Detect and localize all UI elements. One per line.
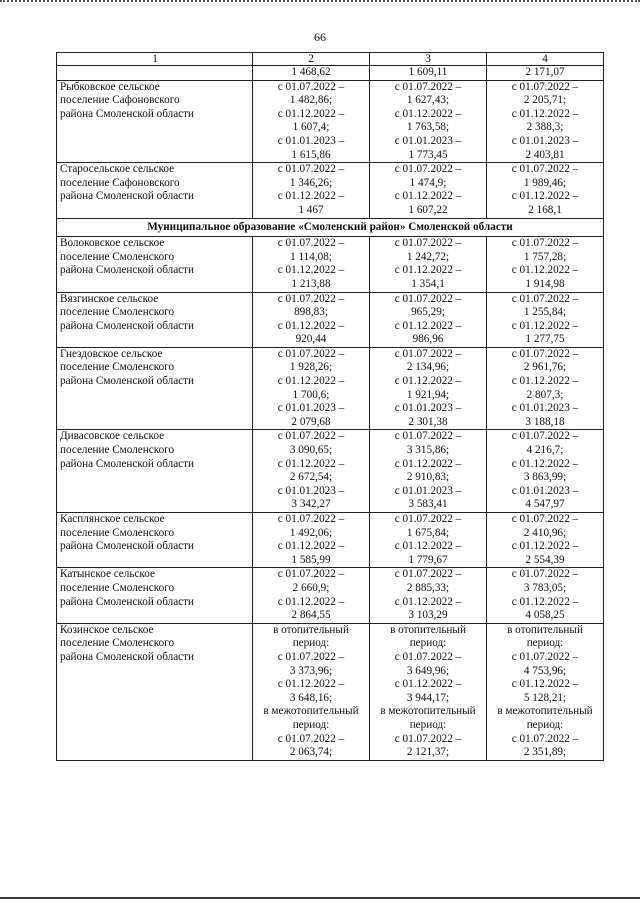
tariff-line: с 01.07.2022 –: [394, 568, 462, 581]
tariff-cell-col4: [487, 237, 604, 292]
tariff-line: с 01.12.2022 –: [277, 375, 345, 388]
tariff-line: 1 255,84;: [523, 306, 567, 319]
settlement-name-cell: [57, 80, 253, 163]
tariff-line: 3 188,18: [525, 415, 565, 428]
tariff-line: 1 114,08;: [290, 250, 332, 263]
tariff-line: 1 277,75: [525, 333, 565, 346]
tariff-line: 1 928,26;: [289, 361, 333, 374]
tariff-line: с 01.07.2022 –: [511, 163, 579, 176]
tariff-line: с 01.07.2022 –: [277, 292, 345, 305]
tariff-cell-col2: [253, 163, 370, 218]
tariff-line: 2 134,96;: [406, 361, 450, 374]
tariff-line: с 01.12.2022 –: [394, 678, 462, 691]
tariff-line: с 01.07.2022 –: [277, 430, 345, 443]
section-row: [57, 218, 604, 237]
settlement-name-cell: [57, 292, 253, 347]
settlement-name-cell: [57, 66, 253, 81]
tariff-cell-col3: [370, 347, 487, 430]
tariff-line: 965,29;: [411, 306, 445, 319]
tariff-cell-col3: [370, 513, 487, 568]
tariff-line: с 01.07.2022 –: [511, 237, 579, 250]
tariff-line: в межотопительный: [497, 705, 593, 718]
tariff-cell-col3: [370, 568, 487, 623]
tariff-line: 2 121,37;: [406, 746, 450, 759]
tariff-line: с 01.07.2022 –: [394, 347, 462, 360]
tariff-line: с 01.12.2022 –: [394, 595, 462, 608]
table-row: [57, 347, 604, 430]
tariff-line: 1 474,9;: [409, 176, 447, 189]
tariff-line: 3 342,27: [291, 498, 331, 511]
tariff-line: с 01.12.2022 –: [511, 319, 579, 332]
tariff-line: с 01.07.2022 –: [394, 80, 462, 93]
tariff-line: с 01.12.2022 –: [394, 540, 462, 553]
tariff-cell-col3: [370, 292, 487, 347]
tariff-line: с 01.12.2022 –: [511, 678, 579, 691]
tariff-line: с 01.07.2022 –: [277, 237, 345, 250]
settlement-name-line: района Смоленской области: [60, 375, 195, 388]
settlement-name-line: Козинское сельское: [60, 623, 154, 636]
settlement-name-line: поселение Смоленского: [60, 444, 175, 457]
page-number: 66: [314, 30, 326, 44]
tariff-cell-col2: [253, 430, 370, 513]
tariff-line: 2 063,74;: [289, 746, 333, 759]
settlement-name-line: района Смоленской области: [60, 457, 195, 470]
settlement-name-cell: [57, 513, 253, 568]
tariff-cell-col3: [370, 623, 487, 760]
tariff-line: 1 921,94;: [406, 388, 450, 401]
tariff-cell-col3: [370, 80, 487, 163]
tariff-line: с 01.12.2022 –: [277, 107, 345, 120]
tariff-line: в отопительный: [507, 623, 583, 636]
table-row: [57, 80, 604, 163]
tariff-line: 1 989,46;: [523, 176, 567, 189]
settlement-name-cell: [57, 623, 253, 760]
tariff-cell-col2: [253, 623, 370, 760]
tariff-line: с 01.07.2022 –: [277, 163, 345, 176]
tariff-cell-col2: [253, 237, 370, 292]
tariff-line: 2 351,89;: [523, 746, 567, 759]
settlement-name-line: района Смоленской области: [60, 107, 195, 120]
tariff-line: с 01.07.2022 –: [394, 163, 462, 176]
tariff-line: с 01.07.2022 –: [511, 430, 579, 443]
tariff-cell-col4: [487, 568, 604, 623]
tariff-line: 1 763,58;: [406, 121, 450, 134]
tariff-line: с 01.12.2022 –: [394, 319, 462, 332]
settlement-name-cell: [57, 163, 253, 218]
header-cell-1: 1: [57, 53, 253, 66]
tariff-line: 2 168,1: [528, 203, 562, 216]
tariff-line: с 01.12.2022 –: [511, 190, 579, 203]
tariff-line: с 01.01.2023 –: [511, 134, 579, 147]
tariff-line: 1 242,72;: [406, 250, 450, 263]
tariff-line: 2 864,55: [291, 609, 331, 622]
table-row: [57, 292, 604, 347]
settlement-name-line: Дивасовское сельское: [60, 430, 165, 443]
tariff-line: 3 103,29: [408, 609, 448, 622]
section-title: Муниципальное образование «Смоленский район» Смоленской области: [57, 218, 604, 237]
tariff-line: с 01.07.2022 –: [511, 732, 579, 745]
tariff-line: с 01.12.2022 –: [511, 457, 579, 470]
settlement-name-line: Катынское сельское: [60, 568, 155, 581]
tariff-line: 2 672,54;: [289, 471, 333, 484]
tariff-line: 1 468,62: [291, 66, 331, 78]
tariff-line: с 01.07.2022 –: [277, 513, 345, 525]
tariff-line: с 01.12.2022 –: [394, 457, 462, 470]
table-row: [57, 237, 604, 292]
tariff-table: [56, 52, 604, 761]
tariff-cell-col4: [487, 163, 604, 218]
tariff-line: 4 547,97: [525, 498, 565, 511]
tariff-line: с 01.12.2022 –: [394, 190, 462, 203]
tariff-line: с 01.12.2022 –: [394, 107, 462, 120]
tariff-cell-col2: [253, 80, 370, 163]
tariff-line: с 01.07.2022 –: [277, 568, 345, 581]
tariff-line: с 01.07.2022 –: [511, 650, 579, 663]
settlement-name-line: поселение Смоленского: [60, 250, 175, 263]
tariff-line: 898,83;: [294, 306, 328, 319]
tariff-line: с 01.01.2023 –: [394, 402, 462, 415]
tariff-line: с 01.07.2022 –: [277, 347, 345, 360]
tariff-line: с 01.01.2023 –: [277, 402, 345, 415]
tariff-line: 1 607,22: [408, 203, 448, 216]
tariff-line: с 01.07.2022 –: [394, 732, 462, 745]
tariff-line: с 01.07.2022 –: [277, 650, 345, 663]
tariff-cell-col3: [370, 237, 487, 292]
tariff-line: с 01.07.2022 –: [394, 513, 462, 525]
tariff-line: с 01.07.2022 –: [511, 292, 579, 305]
tariff-line: 2 410,96;: [523, 526, 567, 539]
tariff-line: с 01.07.2022 –: [394, 237, 462, 250]
tariff-line: с 01.12.2022 –: [394, 264, 462, 277]
tariff-line: с 01.07.2022 –: [394, 430, 462, 443]
tariff-line: 1 482,86;: [289, 94, 333, 107]
tariff-line: с 01.12.2022 –: [277, 319, 345, 332]
tariff-line: 2 388,3;: [526, 121, 564, 134]
tariff-line: 3 090,65;: [289, 444, 333, 457]
tariff-cell-col3: [370, 163, 487, 218]
tariff-line: с 01.07.2022 –: [394, 650, 462, 663]
tariff-line: 3 649,96;: [406, 664, 450, 677]
tariff-line: с 01.07.2022 –: [511, 568, 579, 581]
tariff-line: 3 863,99;: [523, 471, 567, 484]
tariff-line: с 01.07.2022 –: [511, 347, 579, 360]
tariff-line: 986,96: [412, 333, 444, 346]
tariff-line: с 01.07.2022 –: [277, 732, 345, 745]
tariff-line: с 01.01.2023 –: [394, 484, 462, 497]
tariff-line: с 01.01.2023 –: [511, 402, 579, 415]
tariff-line: 4 058,25: [525, 609, 565, 622]
table-row: [57, 163, 604, 218]
tariff-line: 1 607,4;: [292, 121, 330, 134]
tariff-cell-col4: [487, 513, 604, 568]
tariff-line: 2 301,38: [408, 415, 448, 428]
table-row: [57, 66, 604, 81]
tariff-cell-col4: [487, 66, 604, 81]
tariff-line: 4 216,7;: [526, 444, 564, 457]
tariff-line: с 01.12.2022 –: [277, 457, 345, 470]
tariff-line: с 01.12.2022 –: [277, 678, 345, 691]
table-row: [57, 513, 604, 568]
tariff-line: период:: [526, 718, 564, 731]
settlement-name-line: района Смоленской области: [60, 264, 195, 277]
tariff-line: 2 554,39: [525, 553, 565, 566]
tariff-line: с 01.12.2022 –: [394, 375, 462, 388]
tariff-line: период:: [409, 637, 447, 650]
tariff-line: 1 779,67: [408, 553, 448, 566]
tariff-line: 2 403,81: [525, 148, 565, 161]
tariff-cell-col2: [253, 568, 370, 623]
tariff-cell-col4: [487, 347, 604, 430]
tariff-line: с 01.12.2022 –: [277, 264, 345, 277]
tariff-line: с 01.12.2022 –: [511, 595, 579, 608]
settlement-name-line: района Смоленской области: [60, 190, 195, 203]
tariff-line: в отопительный: [390, 623, 466, 636]
tariff-line: 2 171,07: [525, 66, 565, 78]
tariff-line: с 01.12.2022 –: [511, 540, 579, 553]
tariff-line: 3 944,17;: [406, 691, 450, 704]
settlement-name-line: поселение Смоленского: [60, 361, 175, 374]
tariff-line: 1 700,6;: [292, 388, 330, 401]
tariff-cell-col2: [253, 513, 370, 568]
tariff-line: 920,44: [295, 333, 327, 346]
tariff-line: 2 885,33;: [406, 581, 450, 594]
tariff-line: 2 807,3;: [526, 388, 564, 401]
tariff-cell-col4: [487, 430, 604, 513]
table-body: [57, 53, 604, 761]
settlement-name-line: поселение Сафоновского: [60, 176, 180, 189]
tariff-line: период:: [526, 637, 564, 650]
tariff-line: 2 079,68: [291, 415, 331, 428]
tariff-line: с 01.07.2022 –: [394, 292, 462, 305]
tariff-line: с 01.12.2022 –: [277, 540, 345, 553]
settlement-name-line: поселение Смоленского: [60, 526, 175, 539]
settlement-name-line: района Смоленской области: [60, 650, 195, 663]
settlement-name-line: Вязгинское сельское: [60, 292, 159, 305]
settlement-name-line: Рыбковское сельское: [60, 80, 160, 93]
tariff-line: 2 961,76;: [523, 361, 567, 374]
table-row: [57, 568, 604, 623]
tariff-line: 1 213,88: [291, 277, 331, 290]
settlement-name-line: района Смоленской области: [60, 595, 195, 608]
tariff-line: 1 585,99: [291, 553, 331, 566]
tariff-line: с 01.07.2022 –: [511, 80, 579, 93]
tariff-cell-col2: [253, 292, 370, 347]
tariff-cell-col3: [370, 430, 487, 513]
tariff-line: в межотопительный: [380, 705, 476, 718]
settlement-name-line: поселение Сафоновского: [60, 94, 180, 107]
tariff-cell-col4: [487, 80, 604, 163]
tariff-cell-col4: [487, 292, 604, 347]
tariff-line: с 01.12.2022 –: [277, 595, 345, 608]
top-edge-line: [0, 0, 640, 5]
tariff-line: 5 128,21;: [523, 691, 567, 704]
header-cell-4: 4: [487, 53, 604, 66]
table-row: [57, 623, 604, 760]
tariff-line: в отопительный: [273, 623, 349, 636]
tariff-line: период:: [292, 718, 330, 731]
bottom-edge-line: [0, 894, 640, 899]
settlement-name-line: поселение Смоленского: [60, 306, 175, 319]
tariff-line: 3 315,86;: [406, 444, 450, 457]
tariff-line: 1 757,28;: [523, 250, 567, 263]
header-row: [57, 53, 604, 66]
tariff-line: с 01.07.2022 –: [511, 513, 579, 525]
settlement-name-cell: [57, 430, 253, 513]
tariff-line: с 01.12.2022 –: [511, 264, 579, 277]
tariff-line: 1 675,84;: [406, 526, 450, 539]
tariff-line: 3 783,05;: [523, 581, 567, 594]
tariff-line: в межотопительный: [263, 705, 359, 718]
settlement-name-line: Гнездовское сельское: [60, 347, 163, 360]
tariff-line: 1 346,26;: [289, 176, 333, 189]
tariff-line: 1 492,06;: [289, 526, 333, 539]
tariff-line: 1 615,86: [291, 148, 331, 161]
settlement-name-line: поселение Смоленского: [60, 637, 175, 650]
tariff-cell-col4: [487, 623, 604, 760]
tariff-line: 1 354,1: [411, 277, 445, 290]
settlement-name-line: Волоковское сельское: [60, 237, 165, 250]
tariff-line: 1 609,11: [408, 66, 448, 78]
tariff-cell-col2: [253, 66, 370, 81]
tariff-line: 1 627,43;: [406, 94, 450, 107]
tariff-line: с 01.12.2022 –: [277, 190, 345, 203]
tariff-line: с 01.07.2022 –: [277, 80, 345, 93]
tariff-line: с 01.01.2023 –: [394, 134, 462, 147]
header-cell-2: 2: [253, 53, 370, 66]
table-row: [57, 430, 604, 513]
tariff-line: с 01.01.2023 –: [277, 484, 345, 497]
settlement-name-cell: [57, 347, 253, 430]
tariff-line: 1 467: [298, 203, 324, 216]
tariff-line: период:: [409, 718, 447, 731]
tariff-cell-col3: [370, 66, 487, 81]
tariff-line: 4 753,96;: [523, 664, 567, 677]
settlement-name-line: района Смоленской области: [60, 540, 195, 553]
tariff-line: 2 660,9;: [292, 581, 330, 594]
tariff-line: 1 914,98: [525, 277, 565, 290]
settlement-name-cell: [57, 237, 253, 292]
tariff-line: 1 773,45: [408, 148, 448, 161]
tariff-line: период:: [292, 637, 330, 650]
tariff-line: с 01.01.2023 –: [511, 484, 579, 497]
tariff-line: 3 583,41: [408, 498, 448, 511]
tariff-line: с 01.01.2023 –: [277, 134, 345, 147]
settlement-name-line: района Смоленской области: [60, 319, 195, 332]
settlement-name-line: Старосельское сельское: [60, 163, 175, 176]
tariff-line: 3 648,16;: [289, 691, 333, 704]
tariff-line: с 01.12.2022 –: [511, 107, 579, 120]
tariff-line: 2 205,71;: [523, 94, 567, 107]
tariff-line: 3 373,96;: [289, 664, 333, 677]
header-cell-3: 3: [370, 53, 487, 66]
settlement-name-cell: [57, 568, 253, 623]
settlement-name-line: поселение Смоленского: [60, 581, 175, 594]
tariff-line: 2 910,83;: [406, 471, 450, 484]
tariff-line: с 01.12.2022 –: [511, 375, 579, 388]
tariff-cell-col2: [253, 347, 370, 430]
settlement-name-line: Касплянское сельское: [60, 513, 165, 525]
